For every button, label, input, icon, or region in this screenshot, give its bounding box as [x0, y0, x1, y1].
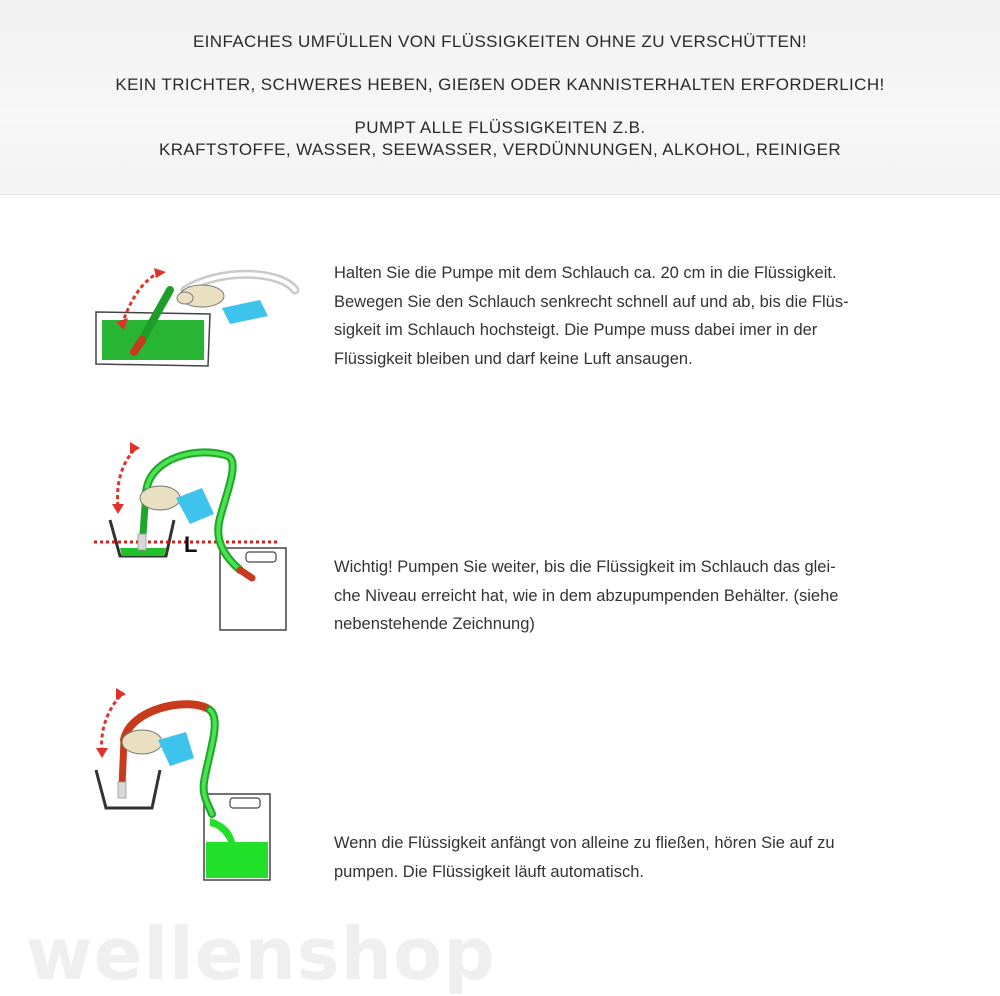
step-1-line-1: Halten Sie die Pumpe mit dem Schlauch ca. 20 cm in die Flüssigkeit.	[334, 264, 837, 282]
header-line-4: KRAFTSTOFFE, WASSER, SEEWASSER, VERDÜNNUNGEN, ALKOHOL, REINIGER	[158, 140, 841, 159]
step-1-line-4: Flüssigkeit bleiben und darf keine Luft ansaugen.	[334, 349, 693, 368]
header-line-3: PUMPT ALLE FLÜSSIGKEITEN Z.B.	[354, 118, 646, 137]
watermark-logo: wellenshop	[26, 912, 496, 996]
step-1-text	[334, 259, 914, 373]
step-3-illustration	[90, 686, 280, 886]
step-1-line-2: Bewegen Sie den Schlauch senkrecht schnell auf und ab, bis die Flüs-	[334, 292, 849, 311]
level-label: L	[184, 532, 198, 557]
step-1-illustration	[90, 262, 300, 372]
step-2-line-3: nebenstehende Zeichnung)	[334, 615, 535, 633]
header-banner	[0, 0, 1000, 195]
step-3-text	[334, 829, 914, 886]
step-2-text	[334, 553, 914, 639]
step-3-line-1: Wenn die Flüssigkeit anfängt von alleine zu fließen, hören Sie auf zu	[334, 834, 835, 852]
step-2-line-1: Wichtig! Pumpen Sie weiter, bis die Flüssigkeit im Schlauch das glei-	[334, 558, 836, 576]
step-1-line-3: sigkeit im Schlauch hochsteigt. Die Pumpe muss dabei imer in der	[334, 321, 818, 339]
header-line-2: KEIN TRICHTER, SCHWERES HEBEN, GIEẞEN ODER KANNISTERHALTEN ERFORDERLICH!	[115, 75, 885, 94]
step-2-line-2: che Niveau erreicht hat, wie in dem abzupumpenden Behälter. (siehe	[334, 586, 839, 605]
header-line-1: EINFACHES UMFÜLLEN VON FLÜSSIGKEITEN OHNE ZU VERSCHÜTTEN!	[192, 32, 808, 51]
step-3-line-2: pumpen. Die Flüssigkeit läuft automatisch.	[334, 862, 644, 881]
step-2-illustration	[90, 436, 290, 636]
